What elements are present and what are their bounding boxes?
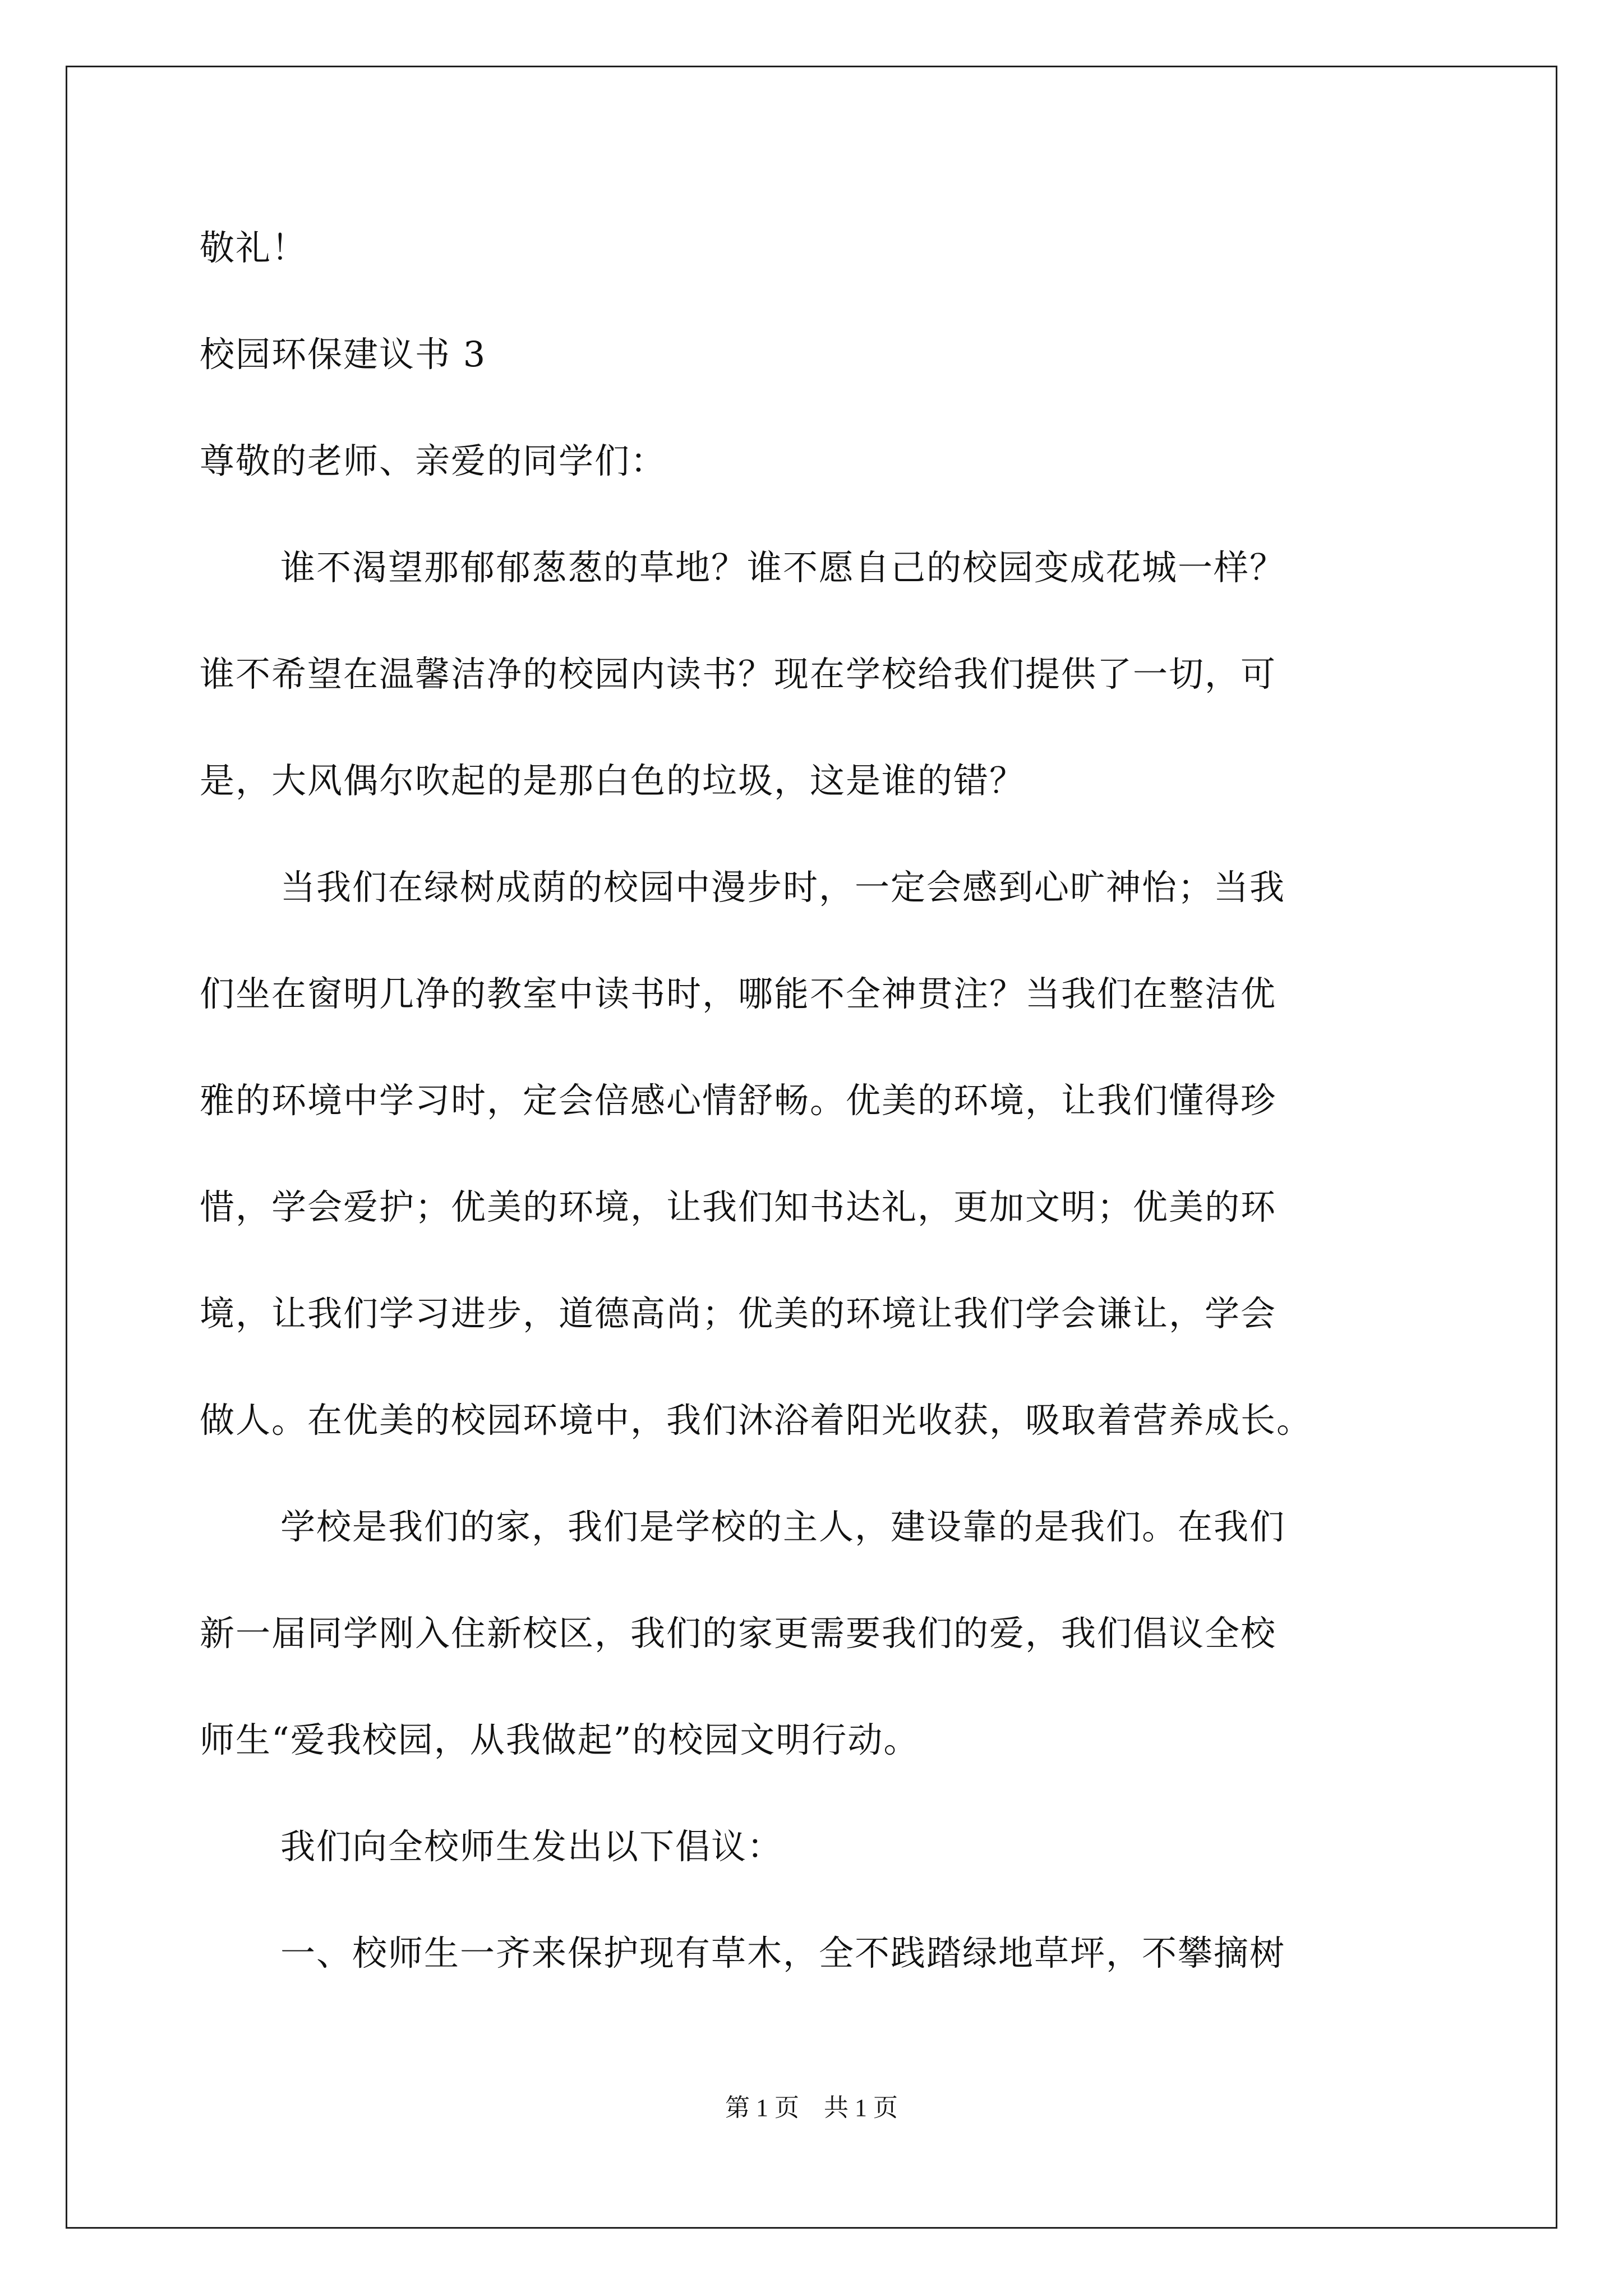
paragraph-line: 谁不希望在温馨洁净的校园内读书？现在学校给我们提供了一切，可 (200, 654, 1277, 694)
paragraph-line: 谁不渴望那郁郁葱葱的草地？谁不愿自己的校园变成花城一样？ (280, 547, 1286, 588)
page-number-footer: 第 1 页 共 1 页 (725, 2094, 898, 2122)
paragraph-line: 学校是我们的家，我们是学校的主人，建设靠的是我们。在我们 (280, 1506, 1286, 1547)
paragraph-line: 新一届同学刚入住新校区，我们的家更需要我们的爱，我们倡议全校 (200, 1613, 1277, 1654)
paragraph-line: 一、校师生一齐来保护现有草木，全不践踏绿地草坪，不攀摘树 (280, 1932, 1286, 1973)
paragraph-line: 们坐在窗明几净的教室中读书时，哪能不全神贯注？当我们在整洁优 (200, 973, 1277, 1014)
paragraph-line: 师生“爱我校园，从我做起”的校园文明行动。 (200, 1719, 920, 1760)
paragraph-line: 雅的环境中学习时，定会倍感心情舒畅。优美的环境，让我们懂得珍 (200, 1080, 1277, 1121)
paragraph-line: 我们向全校师生发出以下倡议： (280, 1826, 783, 1867)
section-title: 校园环保建议书 3 (200, 334, 487, 375)
paragraph-line: 境，让我们学习进步，道德高尚；优美的环境让我们学会谦让，学会 (200, 1293, 1277, 1334)
paragraph-line: 做人。在优美的校园环境中，我们沐浴着阳光收获，吸取着营养成长。 (200, 1400, 1313, 1441)
paragraph-line: 是，大风偶尔吹起的是那白色的垃圾，这是谁的错？ (200, 760, 1026, 801)
greeting: 尊敬的老师、亲爱的同学们： (200, 440, 667, 481)
closing-salutation: 敬礼！ (200, 227, 308, 268)
paragraph-line: 当我们在绿树成荫的校园中漫步时，一定会感到心旷神怡；当我 (280, 867, 1286, 908)
page-border (66, 66, 1557, 2229)
paragraph-line: 惜，学会爱护；优美的环境，让我们知书达礼，更加文明；优美的环 (200, 1186, 1277, 1227)
